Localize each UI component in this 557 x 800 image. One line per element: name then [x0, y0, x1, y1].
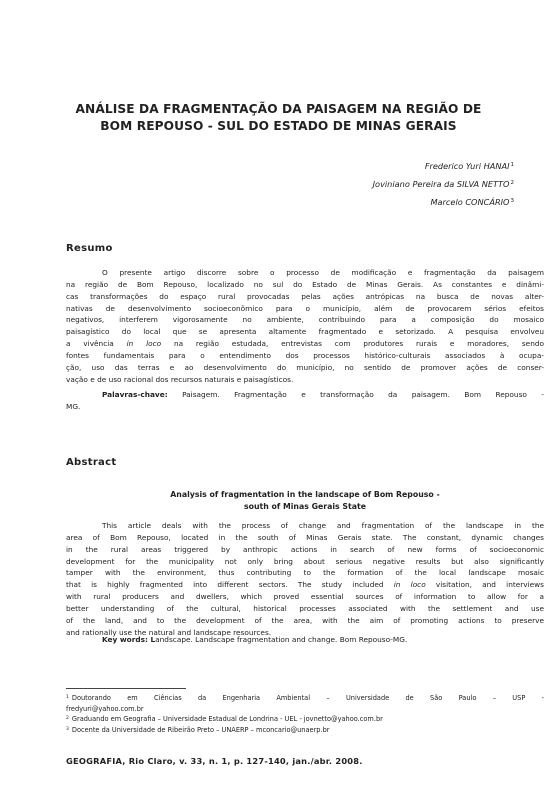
- footnote-2: $^2$ Graduando em Geografia – Universidade Estadual de Londrina - UEL - jovnetto@yahoo.com.br: [66, 715, 383, 723]
- title-line-2: BOM REPOUSO - SUL DO ESTADO DE MINAS GERAIS: [100, 119, 457, 133]
- resumo-line: cas transformações do espaço rural provocadas pelas ações antrópicas na busca de novas alter-: [66, 291, 544, 301]
- keywords-label: Palavras-chave:: [102, 390, 168, 399]
- author-1: Frederico Yuri HANAI$^1$: [424, 161, 514, 171]
- title-line-1: ANÁLISE DA FRAGMENTAÇÃO DA PAISAGEM NA REGIÃO DE: [75, 102, 482, 116]
- abstract-line: that is highly fragmented into different sectors. The study included in loco visitation, and interviews: [66, 580, 544, 590]
- abstract-line: area of Bom Repouso, located in the south of Minas Gerais state. The constant, dynamic changes: [66, 532, 544, 542]
- abstract-line: This article deals with the process of change and fragmentation of the landscape in the: [102, 521, 544, 530]
- author-list: [373, 157, 514, 211]
- abstract-title-line-2: south of Minas Gerais State: [243, 502, 367, 511]
- resumo-line: paisagístico do local que se apresenta altamente fragmentado e setorizado. A pesquisa envolveu: [66, 327, 544, 337]
- footnote-1: $^1$ Doutorando em Ciências da Engenharia Ambiental – Universidade de São Paulo – USP -: [66, 694, 544, 702]
- footnote-3: $^3$ Docente da Universidade de Ribeirão Preto – UNAERP – mconcario@unaerp.br: [66, 725, 330, 734]
- resumo-heading: Resumo: [66, 243, 113, 254]
- resumo-line: ção, uso das terras e ao desenvolvimento do município, no sentido de promover ações de conser-: [66, 362, 544, 372]
- abstract-line: development for the municipality not only bring about serious negative results but also significantly: [66, 556, 544, 566]
- keywords-label: Key words:: [102, 635, 148, 644]
- keywords-line: Palavras-chave: Paisagem. Fragmentação e transformação da paisagem. Bom Repouso -: [102, 390, 544, 399]
- author-3: Marcelo CONCÁRIO$^3$: [430, 197, 514, 207]
- resumo-line: a vivência in loco na região estudada, entrevistas com produtores rurais e moradores, sendo: [66, 339, 544, 349]
- abstract-paragraph: [66, 520, 544, 638]
- abstract-heading: Abstract: [66, 457, 117, 468]
- resumo-line: nativas de desenvolvimento socioeconômico para o município, além de provocarem sérios efeitos: [66, 303, 544, 313]
- abstract-line: better understanding of the cultural, historical processes associated with the settlement and use: [66, 603, 544, 613]
- resumo-line: na região de Bom Repouso, localizado no sul do Estado de Minas Gerais. As constantes e dinâmi-: [66, 279, 544, 289]
- author-2: Joviniano Pereira da SILVA NETTO$^2$: [372, 179, 514, 189]
- abstract-title-line-1: Analysis of fragmentation in the landscape of Bom Repouso -: [170, 490, 440, 499]
- resumo-paragraph: [66, 267, 544, 385]
- resumo-line: fontes fundamentais para o entendimento dos processos histórico-culturais associados à ocupa-: [66, 350, 544, 360]
- footnote-divider: [66, 688, 186, 689]
- paper-title: [40, 101, 517, 135]
- resumo-keywords: [66, 389, 544, 413]
- abstract-keywords: [66, 634, 544, 646]
- abstract-line: tamper with the environment, thus contributing to the formation of the local landscape mosaic: [66, 568, 544, 578]
- resumo-line: O presente artigo discorre sobre o processo de modificação e fragmentação da paisagem: [102, 268, 544, 277]
- resumo-line: vação e de uso racional dos recursos naturais e paisagísticos.: [66, 374, 294, 384]
- footnote-1-email: fredyuri@yahoo.com.br: [66, 704, 144, 713]
- abstract-title: [66, 489, 544, 513]
- abstract-line: in the rural areas triggered by anthropic actions in search of new forms of socioeconomic: [66, 544, 544, 554]
- keywords-line: Key words: Landscape. Landscape fragmentation and change. Bom Repouso-MG.: [102, 635, 408, 644]
- keywords-line: MG.: [66, 401, 81, 411]
- abstract-line: of the land, and to the development of the area, with the aim of promoting actions to preserve: [66, 615, 544, 625]
- journal-citation: GEOGRAFIA, Rio Claro, v. 33, n. 1, p. 127-140, jan./abr. 2008.: [66, 756, 363, 766]
- abstract-line: with rural producers and dwellers, which proved essential sources of information to allow for a: [66, 592, 544, 602]
- abstract-line: and rationally use the natural and landscape resources.: [66, 627, 272, 637]
- footnotes: [66, 693, 544, 735]
- resumo-line: negativos, interferem vigorosamente no ambiente, contribuindo para a composição do mosaico: [66, 315, 544, 325]
